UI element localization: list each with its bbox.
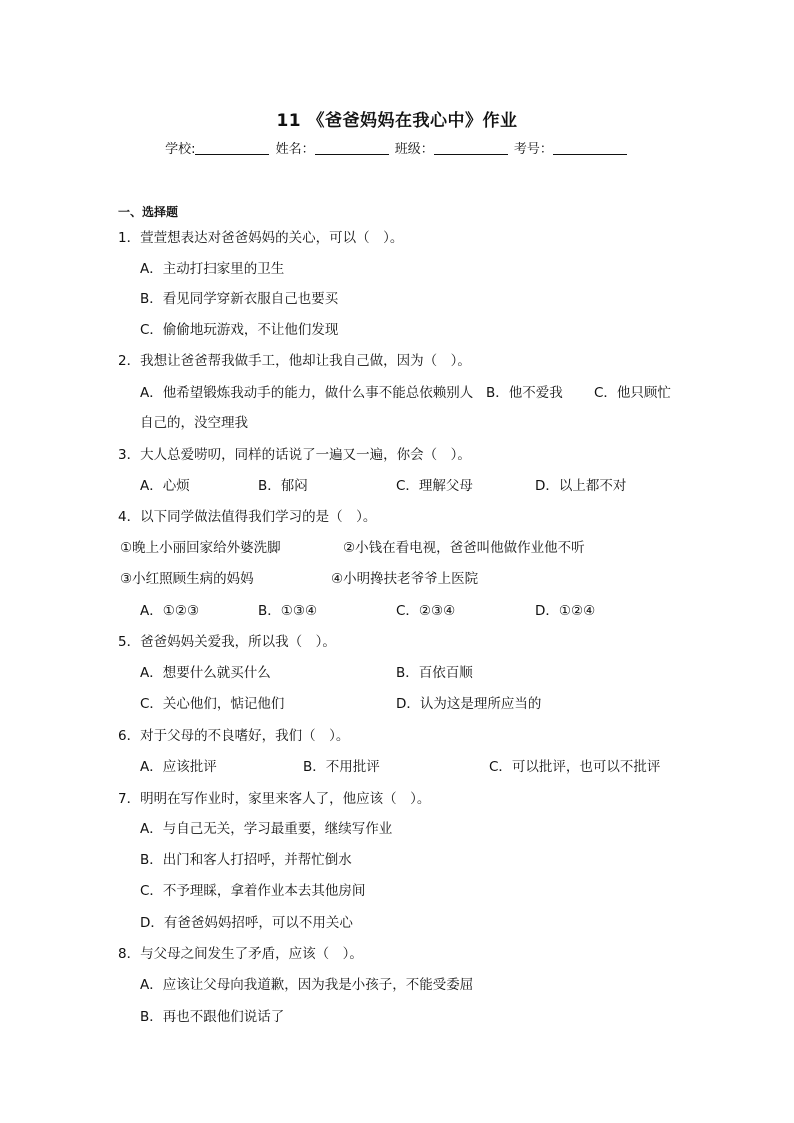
question-6-stem: 6．对于父母的不良嗜好，我们（ ）。 [118,728,350,744]
question-7-option-d[interactable]: D．有爸爸妈妈招呼，可以不用关心 [140,915,353,931]
question-3-stem: 3．大人总爱唠叨，同样的话说了一遍又一遍，你会（ ）。 [118,447,471,463]
question-3-option-a[interactable]: A．心烦 [140,478,190,494]
question-3-option-b[interactable]: B．郁闷 [258,478,308,494]
exam-number-blank[interactable] [553,142,627,155]
question-8-option-b[interactable]: B．再也不跟他们说话了 [140,1009,285,1025]
question-7-option-b[interactable]: B．出门和客人打招呼，并帮忙倒水 [140,852,352,868]
question-6-option-c[interactable]: C．可以批评，也可以不批评 [489,759,661,775]
question-2-option-c[interactable]: C．他只顾忙 [594,385,671,401]
question-6-option-a[interactable]: A．应该批评 [140,759,217,775]
question-6-option-b[interactable]: B．不用批评 [303,759,380,775]
question-3-option-d[interactable]: D．以上都不对 [535,478,627,494]
name-blank[interactable] [315,142,389,155]
question-7-stem: 7．明明在写作业时，家里来客人了，他应该（ ）。 [118,791,431,807]
section-heading: 一、选择题 [118,205,179,219]
question-4-option-d[interactable]: D．①②④ [535,603,596,619]
question-1-stem: 1．萱萱想表达对爸爸妈妈的关心，可以（ ）。 [118,230,404,246]
question-8-option-a[interactable]: A．应该让父母向我道歉，因为我是小孩子，不能受委屈 [140,977,474,993]
question-4-statement-3: ③小红照顾生病的妈妈 [120,571,254,587]
page-title: 11 《爸爸妈妈在我心中》作业 [276,111,518,131]
name-label: 姓名： [275,142,315,157]
question-4-statement-2: ②小钱在看电视，爸爸叫他做作业他不听 [343,540,585,556]
question-4-option-a[interactable]: A．①②③ [140,603,200,619]
question-1-option-b[interactable]: B．看见同学穿新衣服自己也要买 [140,291,339,307]
question-2-option-c-continued: 自己的，没空理我 [140,415,248,431]
class-label: 班级： [394,142,434,157]
question-2-option-a[interactable]: A．他希望锻炼我动手的能力，做什么事不能总依赖别人 [140,385,474,401]
question-5-option-d[interactable]: D．认为这是理所应当的 [396,696,542,712]
class-blank[interactable] [434,142,508,155]
question-8-stem: 8．与父母之间发生了矛盾，应该（ ）。 [118,946,363,962]
exam-number-label: 考号： [513,142,553,157]
question-3-option-c[interactable]: C．理解父母 [396,478,473,494]
question-1-option-a[interactable]: A．主动打扫家里的卫生 [140,261,285,277]
question-2-stem: 2．我想让爸爸帮我做手工，他却让我自己做，因为（ ）。 [118,353,471,369]
question-2-option-b[interactable]: B．他不爱我 [486,385,563,401]
school-blank[interactable] [195,142,269,155]
question-7-option-c[interactable]: C．不予理睬，拿着作业本去其他房间 [140,883,366,899]
school-label: 学校: [165,142,196,157]
question-4-option-c[interactable]: C．②③④ [396,603,456,619]
student-info-row [0,138,794,157]
question-4-statement-4: ④小明搀扶老爷爷上医院 [331,571,479,587]
question-4-option-b[interactable]: B．①③④ [258,603,318,619]
question-5-option-c[interactable]: C．关心他们，惦记他们 [140,696,285,712]
question-4-statement-1: ①晚上小丽回家给外婆洗脚 [120,540,281,556]
question-1-option-c[interactable]: C．偷偷地玩游戏，不让他们发现 [140,322,339,338]
question-7-option-a[interactable]: A．与自己无关，学习最重要，继续写作业 [140,821,393,837]
question-5-option-b[interactable]: B．百依百顺 [396,665,473,681]
question-4-stem: 4．以下同学做法值得我们学习的是（ ）。 [118,509,377,525]
question-5-option-a[interactable]: A．想要什么就买什么 [140,665,271,681]
question-5-stem: 5．爸爸妈妈关爱我，所以我（ ）。 [118,634,336,650]
